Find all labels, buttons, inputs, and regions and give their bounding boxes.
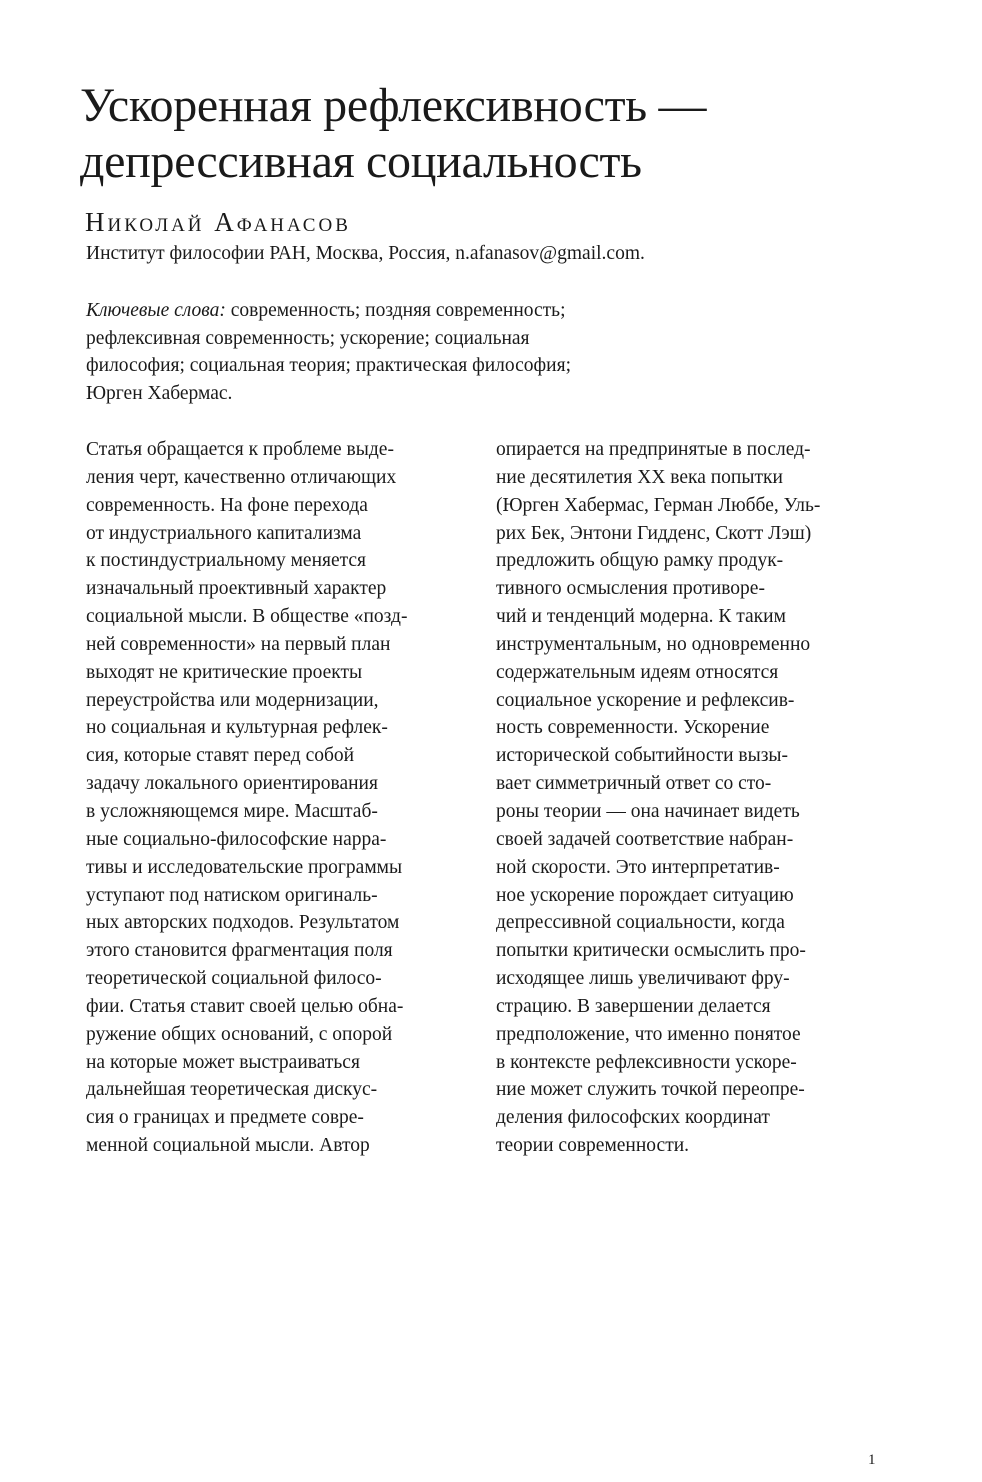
keywords-text: современность; поздняя современность;: [225, 300, 566, 321]
keywords-line: философия; социальная теория; практическая философия;: [86, 355, 572, 377]
page-number: 1: [868, 1452, 876, 1468]
abstract-line: современность. На фоне перехода: [86, 494, 368, 516]
abstract-line: от индустриального капитализма: [86, 522, 362, 544]
article-title-line: Ускоренная рефлексивность —: [80, 79, 707, 132]
abstract-line: депрессивной социальности, когда: [496, 912, 785, 934]
abstract-line: (Юрген Хабермас, Герман Люббе, Уль-: [496, 494, 821, 516]
keywords-label: Ключевые слова:: [86, 300, 226, 321]
abstract-line: к постиндустриальному меняется: [86, 550, 367, 572]
abstract-line: деления философских координат: [496, 1107, 770, 1129]
article-title-line: депрессивная социальность: [80, 135, 642, 188]
abstract-line: в контексте рефлексивности ускоре-: [496, 1051, 797, 1073]
abstract-line: ние может служить точкой переопре-: [496, 1079, 805, 1101]
abstract-line: предложить общую рамку продук-: [496, 550, 784, 572]
abstract-line: менной социальной мысли. Автор: [86, 1135, 370, 1157]
abstract-line: в усложняющемся мире. Масштаб-: [86, 800, 378, 822]
abstract-line: исторической событийности вызы-: [496, 745, 789, 767]
abstract-line: этого становится фрагментация поля: [86, 940, 393, 962]
abstract-line: попытки критически осмыслить про-: [496, 940, 806, 962]
keywords-line: [86, 297, 686, 325]
abstract-line: рих Бек, Энтони Гидденс, Скотт Лэш): [496, 522, 812, 544]
abstract-line: сия о границах и предмете совре-: [86, 1107, 364, 1129]
abstract-line: ное ускорение порождает ситуацию: [496, 884, 794, 906]
keywords-line: рефлексивная современность; ускорение; социальная: [86, 327, 530, 349]
abstract-line: ружение общих оснований, с опорой: [86, 1023, 393, 1045]
abstract-line: теории современности.: [496, 1135, 690, 1157]
abstract-line: предположение, что именно понятое: [496, 1023, 801, 1045]
abstract-line: выходят не критические проекты: [86, 661, 363, 683]
abstract-line: уступают под натиском оригиналь-: [86, 884, 378, 906]
abstract-line: ние десятилетия XX века попытки: [496, 466, 783, 488]
abstract-line: тивы и исследовательские программы: [86, 856, 403, 878]
abstract-line: вает симметричный ответ со сто-: [496, 773, 772, 795]
abstract-line: ных авторских подходов. Результатом: [86, 912, 400, 934]
author-name: Николай Афанасов: [85, 207, 351, 237]
abstract-line: социальной мысли. В обществе «позд-: [86, 606, 408, 628]
abstract-line: ней современности» на первый план: [86, 633, 391, 655]
keywords-line: Юрген Хабермас.: [86, 382, 233, 404]
abstract-line: ления черт, качественно отличающих: [86, 466, 397, 488]
abstract-line: чий и тенденций модерна. К таким: [496, 606, 786, 628]
abstract-line: ные социально-философские нарра-: [86, 828, 387, 850]
abstract-line: роны теории — она начинает видеть: [496, 800, 800, 822]
abstract-line: опирается на предпринятые в послед-: [496, 439, 811, 460]
abstract-line: фии. Статья ставит своей целью обна-: [86, 995, 404, 1017]
abstract-line: задачу локального ориентирования: [86, 773, 378, 795]
abstract-line: теоретической социальной филосо-: [86, 968, 382, 990]
abstract-line: социальное ускорение и рефлексив-: [496, 689, 795, 711]
author-affiliation: Институт философии РАН, Москва, Россия, n.afanasov@gmail.com.: [86, 243, 645, 264]
abstract-column-left: [86, 436, 466, 1160]
abstract-line: инструментальным, но одновременно: [496, 633, 811, 655]
article-title: [80, 78, 940, 190]
abstract-line: Статья обращается к проблеме выде-: [86, 439, 394, 460]
abstract-line: на которые может выстраиваться: [86, 1051, 360, 1073]
abstract-line: исходящее лишь увеличивают фру-: [496, 968, 790, 990]
keywords-block: [86, 297, 686, 407]
abstract-line: страцию. В завершении делается: [496, 995, 771, 1017]
abstract-line: содержательным идеям относятся: [496, 661, 779, 683]
abstract-line: тивного осмысления противоре-: [496, 578, 765, 600]
abstract-line: дальнейшая теоретическая дискус-: [86, 1079, 378, 1101]
abstract-column-right: [496, 436, 886, 1160]
abstract-line: ной скорости. Это интерпретатив-: [496, 856, 780, 878]
abstract-line: изначальный проективный характер: [86, 578, 387, 600]
abstract-line: переустройства или модернизации,: [86, 689, 379, 711]
abstract-line: сия, которые ставят перед собой: [86, 745, 355, 767]
abstract-line: своей задачей соответствие набран-: [496, 828, 794, 850]
abstract-line: ность современности. Ускорение: [496, 717, 770, 739]
abstract-line: но социальная и культурная рефлек-: [86, 717, 388, 739]
